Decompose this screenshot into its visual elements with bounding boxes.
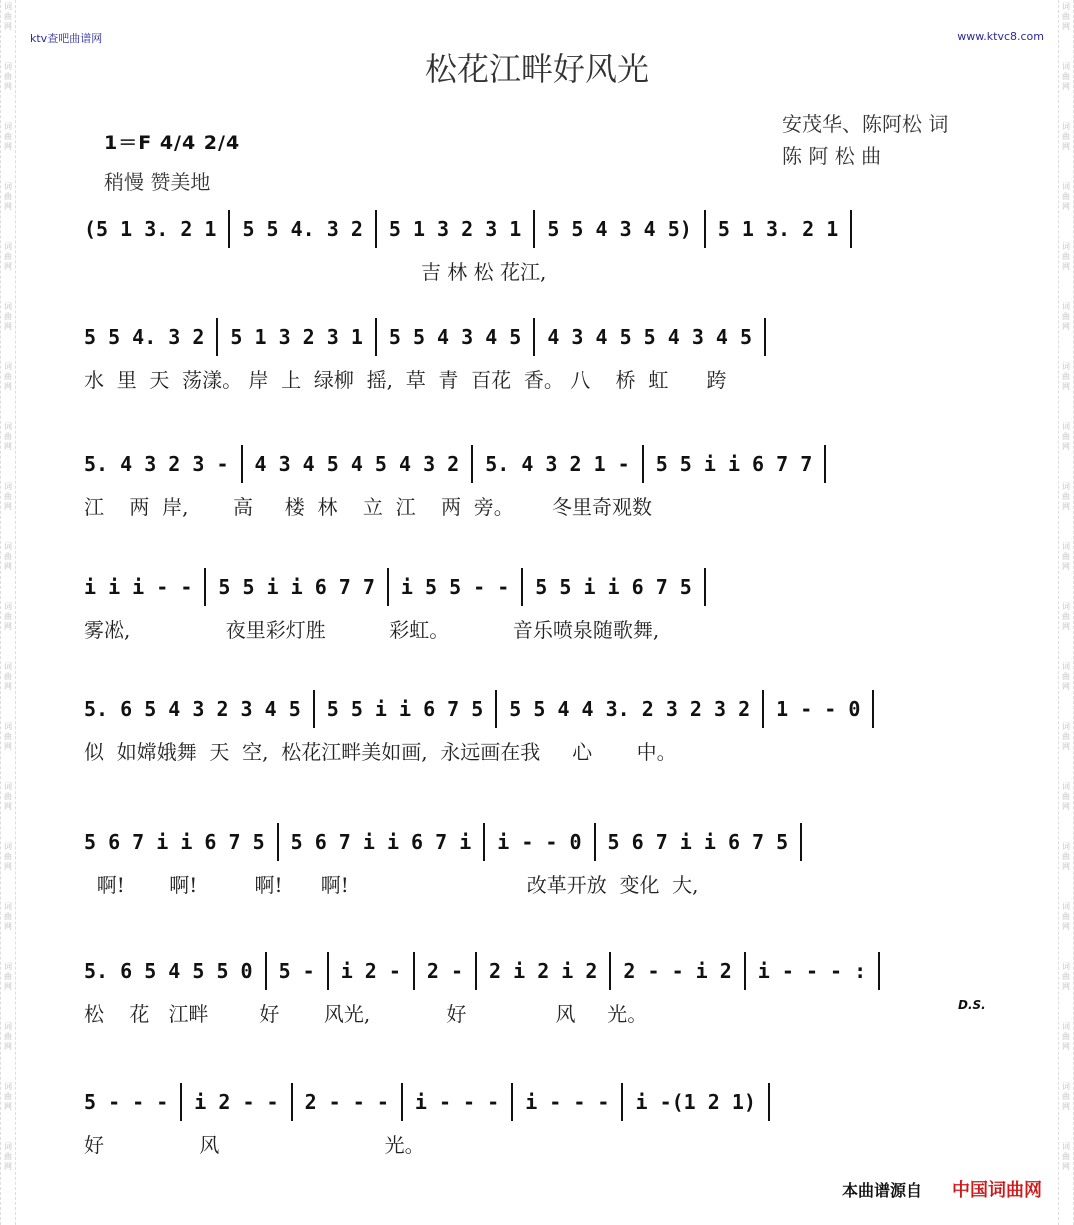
right-watermark-strip xyxy=(1058,0,1074,1225)
watermark-text: 词曲网 xyxy=(4,2,12,31)
watermark-text: 词曲网 xyxy=(4,302,12,331)
measure: 5 6 7 i i 6 7 5 xyxy=(84,830,265,854)
measure: i -(1 2 1) xyxy=(635,1090,756,1114)
bar-line xyxy=(204,568,206,606)
watermark-text: 词曲网 xyxy=(4,122,12,151)
watermark-text: 词曲网 xyxy=(4,962,12,991)
bar-line xyxy=(413,952,415,990)
lyric-line: 水 里 天 荡漾。 岸 上 绿柳 摇, 草 青 百花 香。 八 桥 虹 跨 xyxy=(84,368,727,392)
watermark-text: 词曲网 xyxy=(4,422,12,451)
bar-line xyxy=(228,210,230,248)
watermark-text: 词曲网 xyxy=(4,602,12,631)
bar-line xyxy=(800,823,802,861)
watermark-text: 词曲网 xyxy=(4,1082,12,1111)
watermark-text: 词曲网 xyxy=(1062,242,1070,271)
bar-line xyxy=(401,1083,403,1121)
bar-line xyxy=(533,318,535,356)
watermark-text: 词曲网 xyxy=(4,782,12,811)
measure: 4 3 4 5 4 5 4 3 2 xyxy=(254,452,460,476)
watermark-text: 词曲网 xyxy=(4,242,12,271)
lyric-line: 吉 林 松 花江, xyxy=(84,260,547,284)
measure: 5 5 4 3 4 5) xyxy=(547,217,692,241)
watermark-text: 词曲网 xyxy=(1062,1022,1070,1051)
watermark-text: 词曲网 xyxy=(1062,662,1070,691)
watermark-text: 词曲网 xyxy=(1062,482,1070,511)
watermark-text: 词曲网 xyxy=(4,662,12,691)
site-link-right[interactable]: www.ktvc8.com xyxy=(957,30,1044,43)
watermark-text: 词曲网 xyxy=(4,1142,12,1171)
watermark-text: 词曲网 xyxy=(1062,1142,1070,1171)
notation-line xyxy=(84,1083,994,1121)
bar-line xyxy=(533,210,535,248)
left-watermark-strip xyxy=(0,0,16,1225)
notation-line xyxy=(84,568,994,606)
tempo-marking: 稍慢 赞美地 xyxy=(104,170,211,194)
bar-line xyxy=(313,690,315,728)
bar-line xyxy=(387,568,389,606)
watermark-text: 词曲网 xyxy=(1062,122,1070,151)
measure: 5 5 4. 3 2 xyxy=(242,217,363,241)
measure: 5 5 i i 6 7 5 xyxy=(326,697,484,721)
bar-line xyxy=(824,445,826,483)
lyric-line: 似 如嫦娥舞 天 空, 松花江畔美如画, 永远画在我 心 中。 xyxy=(84,740,677,764)
measure: 5. 4 3 2 3 - xyxy=(84,452,229,476)
bar-line xyxy=(277,823,279,861)
measure: 5. 6 5 4 3 2 3 4 5 xyxy=(84,697,301,721)
notation-line xyxy=(84,690,994,728)
measure: 5 1 3 2 3 1 xyxy=(230,325,363,349)
ds-mark: D.S. xyxy=(958,998,986,1012)
watermark-text: 词曲网 xyxy=(1062,902,1070,931)
bar-line xyxy=(483,823,485,861)
site-link-left[interactable]: ktv查吧曲谱网 xyxy=(30,32,103,45)
measure: 5 5 4. 3 2 xyxy=(84,325,205,349)
bar-line xyxy=(495,690,497,728)
measure: 2 i 2 i 2 xyxy=(489,959,598,983)
measure: 5 1 3 2 3 1 xyxy=(388,217,522,241)
watermark-text: 词曲网 xyxy=(4,542,12,571)
measure: 5 - xyxy=(278,959,315,983)
bar-line xyxy=(878,952,880,990)
watermark-text: 词曲网 xyxy=(1062,1082,1070,1111)
watermark-text: 词曲网 xyxy=(4,182,12,211)
bar-line xyxy=(642,445,644,483)
measure: 4 3 4 5 5 4 3 4 5 xyxy=(547,325,753,349)
lyric-line: 江 两 岸, 高 楼 林 立 江 两 旁。 冬里奇观数 xyxy=(84,495,652,519)
measure: i - - - : xyxy=(757,959,867,983)
notation-line xyxy=(84,210,994,248)
watermark-text: 词曲网 xyxy=(1062,842,1070,871)
measure: 1 - - 0 xyxy=(776,697,861,721)
bar-line xyxy=(180,1083,182,1121)
watermark-text: 词曲网 xyxy=(4,1022,12,1051)
watermark-text: 词曲网 xyxy=(1062,2,1070,31)
measure: 5. 4 3 2 1 - xyxy=(485,452,630,476)
lyricist-credit: 安茂华、陈阿松 词 xyxy=(782,112,949,136)
bar-line xyxy=(594,823,596,861)
measure: 5 5 i i 6 7 7 xyxy=(218,575,375,599)
measure: i 2 - xyxy=(340,959,401,983)
bar-line xyxy=(609,952,611,990)
bar-line xyxy=(291,1083,293,1121)
bar-line xyxy=(704,210,706,248)
key-signature: 1＝F 4/4 2/4 xyxy=(104,132,241,154)
bar-line xyxy=(764,318,766,356)
measure: 2 - - - xyxy=(304,1090,389,1114)
measure: i 2 - - xyxy=(194,1090,279,1114)
watermark-text: 词曲网 xyxy=(4,722,12,751)
watermark-text: 词曲网 xyxy=(1062,602,1070,631)
notation-line xyxy=(84,445,994,483)
bar-line xyxy=(511,1083,513,1121)
bar-line xyxy=(521,568,523,606)
bar-line xyxy=(872,690,874,728)
watermark-text: 词曲网 xyxy=(1062,182,1070,211)
watermark-text: 词曲网 xyxy=(1062,962,1070,991)
measure: 5 1 3. 2 1 xyxy=(717,217,839,241)
source-site-link[interactable]: 中国词曲网 xyxy=(952,1180,1042,1201)
bar-line xyxy=(375,210,377,248)
bar-line xyxy=(216,318,218,356)
bar-line xyxy=(768,1083,770,1121)
watermark-text: 词曲网 xyxy=(4,362,12,391)
measure: i - - 0 xyxy=(497,830,582,854)
watermark-text: 词曲网 xyxy=(1062,782,1070,811)
notation-line xyxy=(84,823,994,861)
measure: 5 5 i i 6 7 5 xyxy=(535,575,692,599)
measure: 2 - - i 2 xyxy=(623,959,732,983)
measure: i 5 5 - - xyxy=(400,575,510,599)
lyric-line: 啊! 啊! 啊! 啊! 改革开放 变化 大, xyxy=(84,873,699,897)
measure: i - - - xyxy=(525,1090,610,1114)
composer-credit: 陈 阿 松 曲 xyxy=(782,144,882,168)
measure: 5 5 i i 6 7 7 xyxy=(655,452,813,476)
measure: 5 - - - xyxy=(84,1090,169,1114)
measure: i i i - - xyxy=(84,575,193,599)
measure: 5 6 7 i i 6 7 i xyxy=(290,830,472,854)
watermark-text: 词曲网 xyxy=(1062,362,1070,391)
watermark-text: 词曲网 xyxy=(1062,722,1070,751)
measure: 2 - xyxy=(426,959,464,983)
song-title: 松花江畔好风光 xyxy=(424,50,649,88)
watermark-text: 词曲网 xyxy=(1062,542,1070,571)
measure: 5 5 4 4 3. 2 3 2 3 2 xyxy=(509,697,751,721)
watermark-text: 词曲网 xyxy=(4,62,12,91)
source-label: 本曲谱源自 xyxy=(842,1181,923,1200)
notation-line xyxy=(84,952,994,990)
lyric-line: 好 风 光。 xyxy=(84,1133,425,1157)
watermark-text: 词曲网 xyxy=(1062,422,1070,451)
bar-line xyxy=(265,952,267,990)
bar-line xyxy=(744,952,746,990)
bar-line xyxy=(375,318,377,356)
watermark-text: 词曲网 xyxy=(4,482,12,511)
bar-line xyxy=(762,690,764,728)
measure: 5 6 7 i i 6 7 5 xyxy=(607,830,789,854)
notation-line xyxy=(84,318,994,356)
lyric-line: 松 花 江畔 好 风光, 好 风 光。 xyxy=(84,1002,648,1026)
watermark-text: 词曲网 xyxy=(1062,302,1070,331)
measure: (5 1 3. 2 1 xyxy=(84,217,217,241)
watermark-text: 词曲网 xyxy=(1062,62,1070,91)
lyric-line: 雾凇, 夜里彩灯胜 彩虹。 音乐喷泉随歌舞, xyxy=(84,618,660,642)
bar-line xyxy=(475,952,477,990)
watermark-text: 词曲网 xyxy=(4,902,12,931)
bar-line xyxy=(241,445,243,483)
bar-line xyxy=(850,210,852,248)
measure: i - - - xyxy=(414,1090,500,1114)
watermark-text: 词曲网 xyxy=(4,842,12,871)
bar-line xyxy=(621,1083,623,1121)
measure: 5 5 4 3 4 5 xyxy=(388,325,522,349)
bar-line xyxy=(471,445,473,483)
bar-line xyxy=(704,568,706,606)
measure: 5. 6 5 4 5 5 0 xyxy=(84,959,253,983)
bar-line xyxy=(327,952,329,990)
